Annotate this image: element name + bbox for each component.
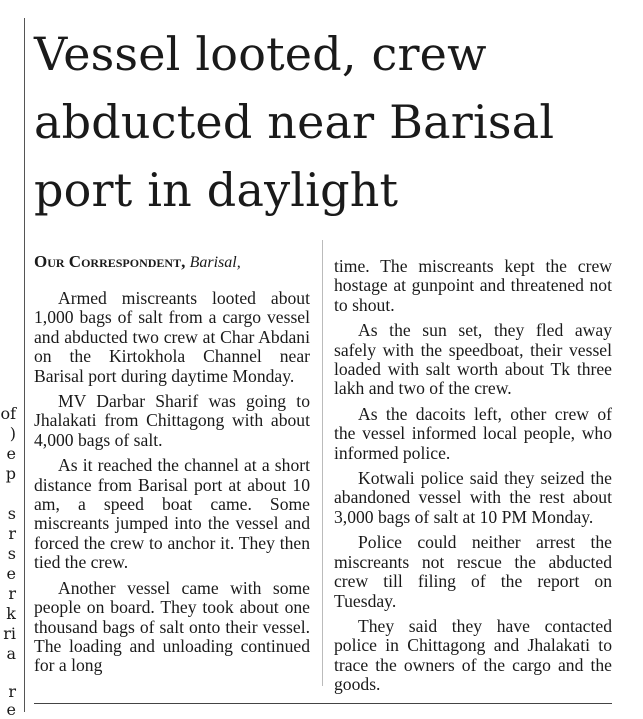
byline-author: Our Correspondent, <box>34 252 186 271</box>
article-paragraph: MV Darbar Sharif was going to Jhalakati from Chittagong with about 4,000 bags of salt. <box>34 391 310 450</box>
fragment-text: a <box>6 644 16 663</box>
article-paragraph: As the sun set, they fled away safely with the speedboat, their vessel loaded with salt worth about Tk three lakh and two of the crew. <box>334 320 612 399</box>
left-column-rule <box>24 18 25 712</box>
fragment-text: of <box>0 404 16 423</box>
article-column-right <box>334 238 612 695</box>
fragment-text: e <box>6 700 16 719</box>
fragment-text: r <box>8 584 16 603</box>
byline-location: Barisal, <box>189 254 241 271</box>
fragment-text: s <box>7 504 16 523</box>
bottom-rule <box>34 703 612 704</box>
article-paragraph: Armed miscreants looted about 1,000 bags of salt from a cargo vessel and abducted two crew at Char Abdani on the Kirtokhola Channel near Barisal port during daytime Monday. <box>34 288 310 386</box>
article-paragraph: As the dacoits left, other crew of the vessel informed local people, who informed police. <box>334 403 612 463</box>
fragment-text: ri <box>3 624 16 643</box>
article-headline: Vessel looted, crew abducted near Barisal port in daylight <box>34 27 555 217</box>
byline <box>34 252 310 273</box>
article-paragraph: They said they have contacted police in Chittagong and Jhalakati to trace the owners of the cargo and the goods. <box>334 615 612 695</box>
fragment-text: s <box>7 544 16 563</box>
fragment-text: e <box>6 444 16 463</box>
fragment-text: r <box>8 524 16 543</box>
article-paragraph: time. The miscreants kept the crew hostage at gunpoint and threatened not to shout. <box>334 256 612 315</box>
column-divider <box>322 240 323 686</box>
fragment-text: r <box>8 682 16 701</box>
article-paragraph: Another vessel came with some people on board. They took about one thousand bags of salt onto their vessel. The loading and unloading continued for a long <box>34 577 310 676</box>
fragment-text: ) <box>9 424 16 443</box>
article-paragraph: As it reached the channel at a short distance from Barisal port at about 10 am, a speed boat came. Some miscreants jumped into the vessel and forced the crew to anchor it. They then tied the crew. <box>34 455 310 573</box>
fragment-text: k <box>6 604 16 623</box>
fragment-text: p <box>5 464 16 483</box>
fragment-text: e <box>6 564 16 583</box>
article-paragraph: Police could neither arrest the miscreants not rescue the abducted crew till filing of the report on Tuesday. <box>334 532 612 611</box>
article-column-left <box>34 238 310 676</box>
article-paragraph: Kotwali police said they seized the abandoned vessel with the rest about 3,000 bags of salt at 10 PM Monday. <box>334 468 612 527</box>
